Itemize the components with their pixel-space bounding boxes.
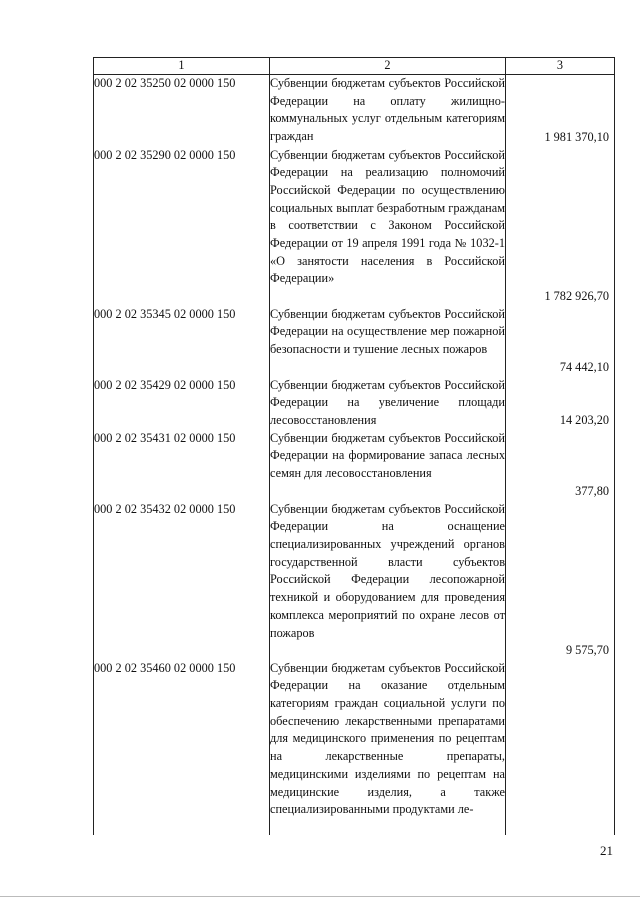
budget-code: 000 2 02 35431 02 0000 150 [94, 430, 270, 501]
budget-code: 000 2 02 35290 02 0000 150 [94, 147, 270, 306]
column-header-2: 2 [270, 58, 506, 75]
budget-code: 000 2 02 35460 02 0000 150 [94, 660, 270, 835]
row-description: Субвенции бюджетам субъектов Российской Федерации на реализацию полномочий Российской Федерации по осуществлению социальных выплат безработным гражданам в соответствии с Законом Российской Федерации от 19 апреля 1991 года № 1032-1 «О занятости населения в Российской Федерации» [270, 147, 506, 306]
column-header-3: 3 [506, 58, 615, 75]
budget-code: 000 2 02 35432 02 0000 150 [94, 501, 270, 660]
table-row [94, 501, 615, 660]
row-description: Субвенции бюджетам субъектов Российской Федерации на увеличение площади лесовосстановления [270, 377, 506, 430]
budget-code: 000 2 02 35429 02 0000 150 [94, 377, 270, 430]
row-description: Субвенции бюджетам субъектов Российской Федерации на оплату жилищно-коммунальных услуг отдельным категориям граждан [270, 75, 506, 147]
row-amount [506, 660, 615, 835]
column-header-1: 1 [94, 58, 270, 75]
header-row [94, 58, 615, 75]
table-row [94, 377, 615, 430]
row-description: Субвенции бюджетам субъектов Российской Федерации на оснащение специализированных учреждений органов государственной власти субъектов Российской Федерации лесопожарной техникой и оборудованием для проведения комплекса мероприятий по охране лесов от пожаров [270, 501, 506, 660]
page-number: 21 [600, 843, 613, 858]
table-row [94, 75, 615, 147]
scan-edge-line [0, 896, 640, 897]
row-amount: 377,80 [506, 430, 615, 501]
budget-code: 000 2 02 35250 02 0000 150 [94, 75, 270, 147]
table-row [94, 147, 615, 306]
budget-code: 000 2 02 35345 02 0000 150 [94, 306, 270, 377]
budget-table [93, 57, 615, 835]
row-description: Субвенции бюджетам субъектов Российской Федерации на оказание отдельным категориям граждан социальной услуги по обеспечению лекарственными препаратами для медицинского применения по рецептам на лекарственные препараты, медицинскими изделиями по рецептам на медицинские изделия, а также специализированными продуктами ле- [270, 660, 506, 835]
row-description: Субвенции бюджетам субъектов Российской Федерации на осуществление мер пожарной безопасности и тушение лесных пожаров [270, 306, 506, 377]
row-amount: 74 442,10 [506, 306, 615, 377]
row-amount: 1 981 370,10 [506, 75, 615, 147]
table-row [94, 660, 615, 835]
table-row [94, 430, 615, 501]
row-amount: 14 203,20 [506, 377, 615, 430]
row-amount: 1 782 926,70 [506, 147, 615, 306]
row-description: Субвенции бюджетам субъектов Российской Федерации на формирование запаса лесных семян для лесовосстановления [270, 430, 506, 501]
row-amount: 9 575,70 [506, 501, 615, 660]
table-row [94, 306, 615, 377]
